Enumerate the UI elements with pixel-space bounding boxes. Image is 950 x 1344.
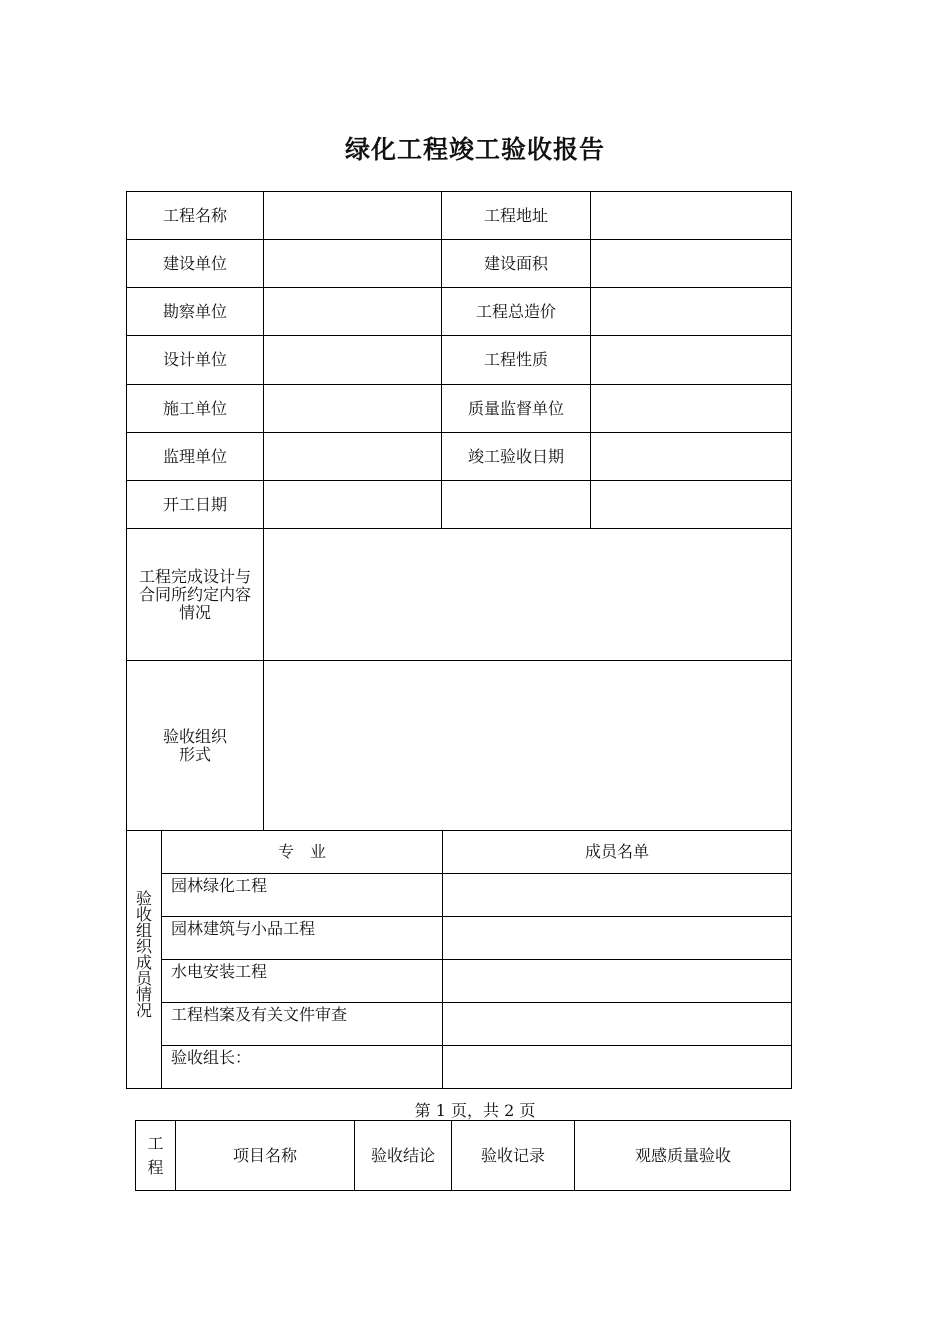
side-char: 组 [135, 921, 152, 940]
field-total-cost[interactable] [591, 288, 791, 335]
label-start-date: 开工日期 [162, 494, 227, 514]
label-acceptance-form [127, 661, 263, 830]
label-construction-area: 建设面积 [483, 253, 548, 273]
member-row-specialty: 园林建筑与小品工程 [171, 919, 316, 938]
field-project-address[interactable] [591, 192, 791, 239]
side-char: 况 [135, 1001, 152, 1020]
design-content-line3: 情况 [178, 602, 211, 622]
side-char: 织 [135, 937, 152, 956]
field-member-names[interactable] [443, 917, 791, 959]
table2-first-col [136, 1121, 175, 1190]
field-construction-area[interactable] [591, 240, 791, 287]
page-title: 绿化工程竣工验收报告 [344, 135, 605, 164]
label-quality-supervision-unit: 质量监督单位 [467, 398, 564, 418]
member-row-specialty: 水电安装工程 [171, 962, 268, 981]
label-total-cost: 工程总造价 [475, 301, 556, 321]
field-member-names[interactable] [443, 960, 791, 1002]
label-acceptance-date: 竣工验收日期 [467, 446, 564, 466]
side-char: 情 [135, 985, 152, 1004]
field-member-names[interactable] [443, 1046, 791, 1088]
label-design-unit: 设计单位 [162, 350, 227, 369]
member-row-specialty: 工程档案及有关文件审查 [171, 1005, 348, 1024]
header-acceptance-record: 验收记录 [480, 1145, 545, 1165]
label-design-content [127, 529, 263, 660]
label-project-name: 工程名称 [162, 205, 227, 225]
label-contractor-unit: 施工单位 [162, 398, 227, 418]
header-members: 成员名单 [584, 842, 649, 861]
field-acceptance-date[interactable] [591, 433, 791, 480]
header-specialty: 专 业 [277, 842, 326, 861]
header-item-name: 项目名称 [232, 1145, 297, 1165]
member-row-specialty: 园林绿化工程 [171, 876, 268, 895]
header-appearance-quality: 观感质量验收 [634, 1145, 731, 1165]
side-char: 成 [135, 953, 152, 972]
label-project-address: 工程地址 [483, 205, 548, 225]
header-acceptance-conclusion: 验收结论 [370, 1145, 435, 1165]
field-project-name[interactable] [264, 192, 441, 239]
side-char: 收 [135, 905, 152, 924]
acceptance-form-line1: 验收组织 [162, 726, 227, 746]
design-content-line2: 合同所约定内容 [138, 584, 251, 604]
field-design-unit[interactable] [264, 336, 441, 384]
field-design-content[interactable] [264, 529, 791, 660]
page-footer: 第 1 页，共 2 页 [414, 1101, 536, 1120]
side-char: 员 [135, 969, 152, 988]
field-construction-unit[interactable] [264, 240, 441, 287]
label-project-nature: 工程性质 [483, 350, 548, 369]
design-content-line1: 工程完成设计与 [138, 566, 251, 586]
field-survey-unit[interactable] [264, 288, 441, 335]
label-construction-unit: 建设单位 [162, 253, 227, 273]
field-project-nature[interactable] [591, 336, 791, 384]
acceptance-form-line2: 形式 [178, 744, 211, 764]
field-acceptance-form[interactable] [264, 661, 791, 830]
field-member-names[interactable] [443, 874, 791, 916]
field-start-date[interactable] [264, 481, 441, 528]
table2-first-col-char: 工 [147, 1133, 164, 1153]
table2-first-col-char: 程 [147, 1157, 164, 1177]
field-member-names[interactable] [443, 1003, 791, 1045]
field-contractor-unit[interactable] [264, 385, 441, 432]
members-side-label [127, 891, 161, 1019]
label-supervision-unit: 监理单位 [162, 446, 227, 466]
member-row-leader: 验收组长： [171, 1048, 252, 1067]
label-survey-unit: 勘察单位 [162, 301, 227, 321]
field-quality-supervision-unit[interactable] [591, 385, 791, 432]
field-supervision-unit[interactable] [264, 433, 441, 480]
side-char: 验 [135, 889, 152, 908]
